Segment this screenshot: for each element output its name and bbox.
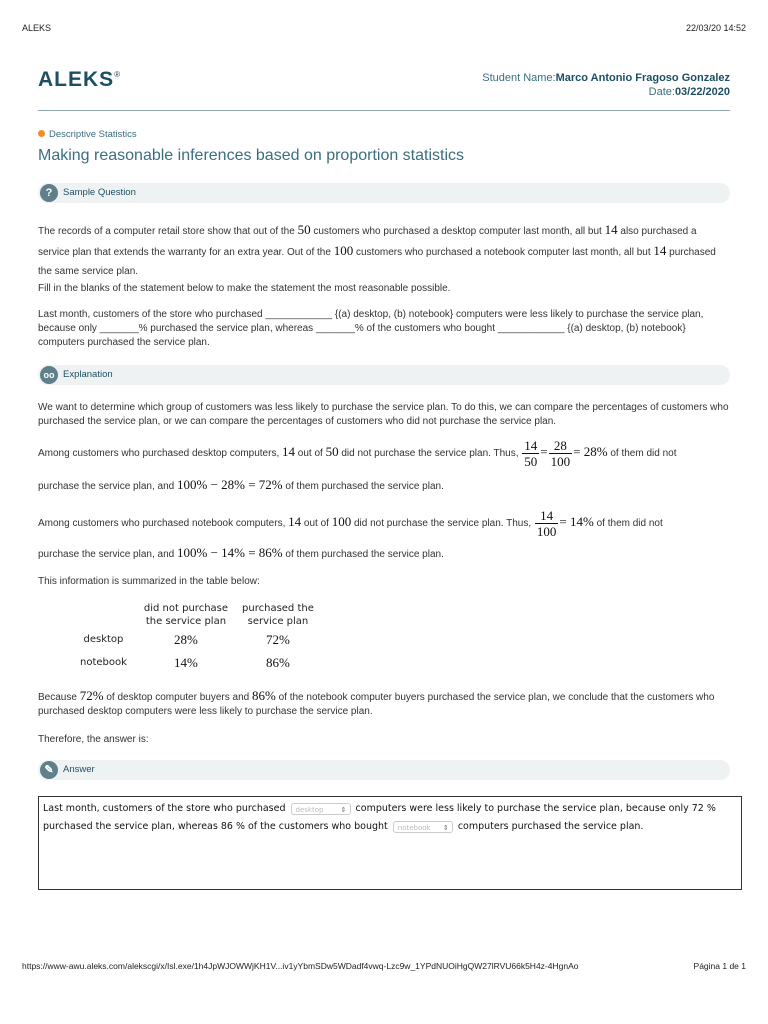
table-row <box>80 651 321 674</box>
numerator: 28 <box>549 438 573 454</box>
date-value: 03/22/2020 <box>674 86 730 98</box>
select-arrows-icon: ⇕ <box>442 823 449 832</box>
numerator: 14 <box>535 508 559 524</box>
conclusion-paragraph <box>38 689 730 719</box>
denominator: 100 <box>536 524 557 539</box>
purchased-type-select[interactable] <box>291 803 351 815</box>
number-14: 14 <box>653 243 667 258</box>
row-label: desktop <box>83 634 124 645</box>
explanation-text: Because <box>38 692 80 703</box>
page-title: Making reasonable inferences based on proportion statistics <box>38 147 465 164</box>
answer-line <box>43 818 737 836</box>
notebook-computation <box>38 508 730 539</box>
explanation-text: of them did not <box>593 518 663 530</box>
question-text: also purchased a service plan that extends the warranty for an extra year. Out of the <box>38 226 697 258</box>
number-50: 50 <box>297 222 311 237</box>
answer-text: purchased the service plan, whereas 86 % of the customers who bought <box>43 821 388 832</box>
date-label: Date: <box>648 86 675 98</box>
table-cell: 14% <box>174 654 198 670</box>
explanation-intro: We want to determine which group of customers was less likely to purchase the service plan. To do this, we can compare the percentages of customers who purchased the service plan, or we can compare the percentages of customers who did not purchase the service plan. <box>38 402 729 427</box>
math-value: 50 <box>325 444 339 460</box>
question-instruction: Fill in the blanks of the statement below to make the statement the most reasonable possible. <box>38 283 451 294</box>
select-value: desktop <box>295 805 324 814</box>
question-text: purchased the same service plan. <box>38 247 716 277</box>
print-header-left: ALEKS <box>22 23 52 33</box>
column-header-line: purchased the <box>242 603 314 614</box>
explanation-text: did not purchase the service plan. Thus, <box>351 518 534 530</box>
sample-question-label: Sample Question <box>63 187 136 198</box>
answer-text: Last month, customers of the store who purchased <box>43 803 286 814</box>
desktop-computation <box>38 438 730 469</box>
print-header-datetime: 22/03/20 14:52 <box>685 23 746 33</box>
fraction <box>522 438 539 469</box>
math-value: 100 <box>331 514 352 530</box>
select-value: notebook <box>397 823 431 832</box>
question-statement: Last month, customers of the store who purchased ____________ {(a) desktop, (b) notebook} computers were less likely to purchase the service plan, because only _______% purchased the service plan, whereas _______% of the customers who bought ____________ {(a) desktop, (b) notebook} computers purchased the service plan. <box>38 309 704 348</box>
explanation-text: of them purchased the service plan. <box>282 549 444 560</box>
table-row <box>80 628 321 651</box>
fraction <box>535 508 559 539</box>
table-intro: This information is summarized in the table below: <box>38 576 260 587</box>
topic-category <box>38 129 137 140</box>
question-text: The records of a computer retail store show that out of the <box>38 226 298 237</box>
answer-text: computers purchased the service plan. <box>457 821 644 832</box>
notebook-result <box>38 546 730 562</box>
numerator: 14 <box>524 438 538 453</box>
number-14: 14 <box>604 222 618 237</box>
sample-question-header <box>38 183 730 203</box>
explanation-text: out of <box>295 448 326 460</box>
footer-page-number: Página 1 de 1 <box>693 961 746 971</box>
student-name: Marco Antonio Fragoso Gonzalez <box>555 72 730 84</box>
table-corner <box>80 602 137 628</box>
footer-url: https://www-awu.aleks.com/alekscgi/x/Isl.exe/1h4JpWJOWWjKH1V...iv1yYbmSDw5WDadf4vwq-Lzc9w_1YPdNUOiHgQW27lRVU66k5H4z-4HgnAo <box>22 961 579 971</box>
math-value: = 28% <box>573 444 608 460</box>
summary-table-wrap <box>80 602 321 674</box>
explanation-text: of desktop computer buyers and <box>103 692 252 703</box>
denominator: 50 <box>524 454 538 469</box>
table-cell: 86% <box>266 654 290 670</box>
fraction <box>549 438 573 469</box>
pencil-icon: ✎ <box>40 761 58 779</box>
explanation-header <box>38 365 730 385</box>
summary-table <box>80 602 321 674</box>
number-100: 100 <box>333 243 354 258</box>
explanation-text: of the notebook computer buyers purchased the service plan, we conclude that the customers who purchased desktop computers were less likely to purchase the service plan. <box>38 692 715 717</box>
aleks-logo <box>38 68 121 92</box>
table-header-row <box>80 602 321 628</box>
answer-line <box>43 800 737 818</box>
math-value: 14 <box>288 514 302 530</box>
column-header-purchased <box>235 602 321 628</box>
table-cell: 28% <box>174 631 198 647</box>
header-divider <box>38 110 730 111</box>
question-paragraph <box>38 220 730 281</box>
explanation-text: purchase the service plan, and <box>38 549 177 560</box>
math-value: 100% − 14% = 86% <box>176 545 283 560</box>
answer-text: computers were less likely to purchase the service plan, because only 72 % <box>355 803 716 814</box>
math-value: 86% <box>251 688 276 703</box>
topic-category-label: Descriptive Statistics <box>49 129 137 140</box>
bought-type-select[interactable] <box>393 821 453 833</box>
column-header-line: service plan <box>247 616 309 627</box>
explanation-text: Among customers who purchased desktop computers, <box>38 448 283 460</box>
math-value: = 14% <box>559 514 594 530</box>
explanation-text: out of <box>301 518 332 530</box>
explanation-text: did not purchase the service plan. Thus, <box>338 448 522 460</box>
explanation-text: of them purchased the service plan. <box>282 481 444 492</box>
answer-header <box>38 760 730 780</box>
math-value: 100% − 28% = 72% <box>176 477 283 492</box>
select-arrows-icon: ⇕ <box>340 805 347 814</box>
registered-mark: ® <box>114 70 122 79</box>
question-text: customers who purchased a desktop computer last month, all but <box>310 226 605 237</box>
math-value: 14 <box>282 444 296 460</box>
desktop-result <box>38 478 730 494</box>
math-value: 72% <box>79 688 104 703</box>
question-mark-icon: ? <box>40 184 58 202</box>
answer-label: Answer <box>63 764 95 775</box>
logo-text: ALEKS <box>38 68 115 91</box>
column-header-line: the service plan <box>145 616 227 627</box>
student-info <box>482 71 730 99</box>
math-value: = <box>540 444 548 460</box>
denominator: 100 <box>550 454 571 469</box>
therefore-text: Therefore, the answer is: <box>38 734 149 745</box>
column-header-not-purchased <box>137 602 235 628</box>
explanation-text: of them did not <box>607 448 677 460</box>
answer-box <box>38 796 742 890</box>
explanation-text: Among customers who purchased notebook computers, <box>38 518 289 530</box>
student-name-label: Student Name: <box>482 72 556 84</box>
explanation-text: purchase the service plan, and <box>38 481 177 492</box>
row-label: notebook <box>80 657 127 668</box>
topic-dot-icon <box>38 130 45 137</box>
table-cell: 72% <box>266 631 290 647</box>
glasses-icon: oo <box>40 366 58 384</box>
question-text: customers who purchased a notebook computer last month, all but <box>353 247 654 258</box>
explanation-label: Explanation <box>63 369 113 380</box>
column-header-line: did not purchase <box>143 603 229 614</box>
